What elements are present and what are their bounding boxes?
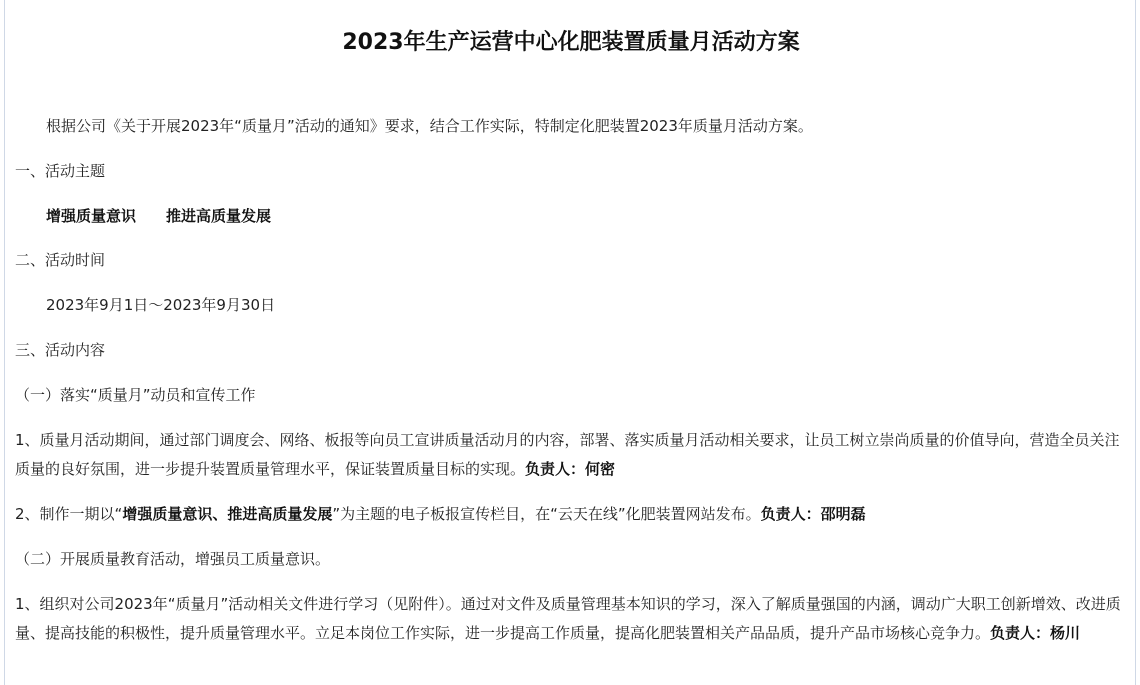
item-text: 1、组织对公司2023年“质量月”活动相关文件进行学习（见附件）。通过对文件及质量管理基本知识的学习，深入了解质量强国的内涵，调动广大职工创新增效、改进质量、提高技能的积极性，提升质量管理水平。立足本岗位工作实际，进一步提高工作质量，提高化肥装置相关产品品质，提升产品市场核心竞争力。: [15, 595, 1121, 642]
subsection-1-heading: （一）落实“质量月”动员和宣传工作: [15, 386, 256, 404]
item-text-post: ”为主题的电子板报宣传栏目，在“云天在线”化肥装置网站发布。: [332, 505, 761, 523]
subsection-1-item-2: [15, 500, 1125, 529]
item-text-pre: 2、制作一期以“: [15, 505, 123, 523]
section-3-heading: 三、活动内容: [15, 341, 106, 359]
item-text: 1、质量月活动期间，通过部门调度会、网络、板报等向员工宣讲质量活动月的内容，部署、落实质量月活动相关要求，让员工树立崇尚质量的价值导向，营造全员关注质量的良好氛围，进一步提升装置质量管理水平，保证装置质量目标的实现。: [15, 431, 1120, 478]
item-owner: 负责人：杨川: [990, 624, 1081, 642]
item-owner: 负责人：何密: [525, 460, 616, 478]
intro-paragraph: 根据公司《关于开展2023年“质量月”活动的通知》要求，结合工作实际，特制定化肥装置2023年质量月活动方案。: [46, 117, 813, 135]
section-2-heading: 二、活动时间: [15, 251, 106, 269]
activity-period: 2023年9月1日～2023年9月30日: [46, 296, 276, 314]
document-title: 2023年生产运营中心化肥装置质量月活动方案: [342, 30, 800, 55]
activity-theme: 增强质量意识 推进高质量发展: [46, 207, 272, 225]
document-page: [4, 0, 1136, 685]
section-1-heading: 一、活动主题: [15, 162, 106, 180]
item-text-bold: 增强质量意识、推进高质量发展: [122, 505, 333, 523]
item-owner: 负责人：邵明磊: [760, 505, 866, 523]
subsection-2-item-1: [15, 590, 1125, 648]
subsection-2-heading: （二）开展质量教育活动，增强员工质量意识。: [15, 550, 331, 568]
subsection-1-item-1: [15, 426, 1125, 484]
